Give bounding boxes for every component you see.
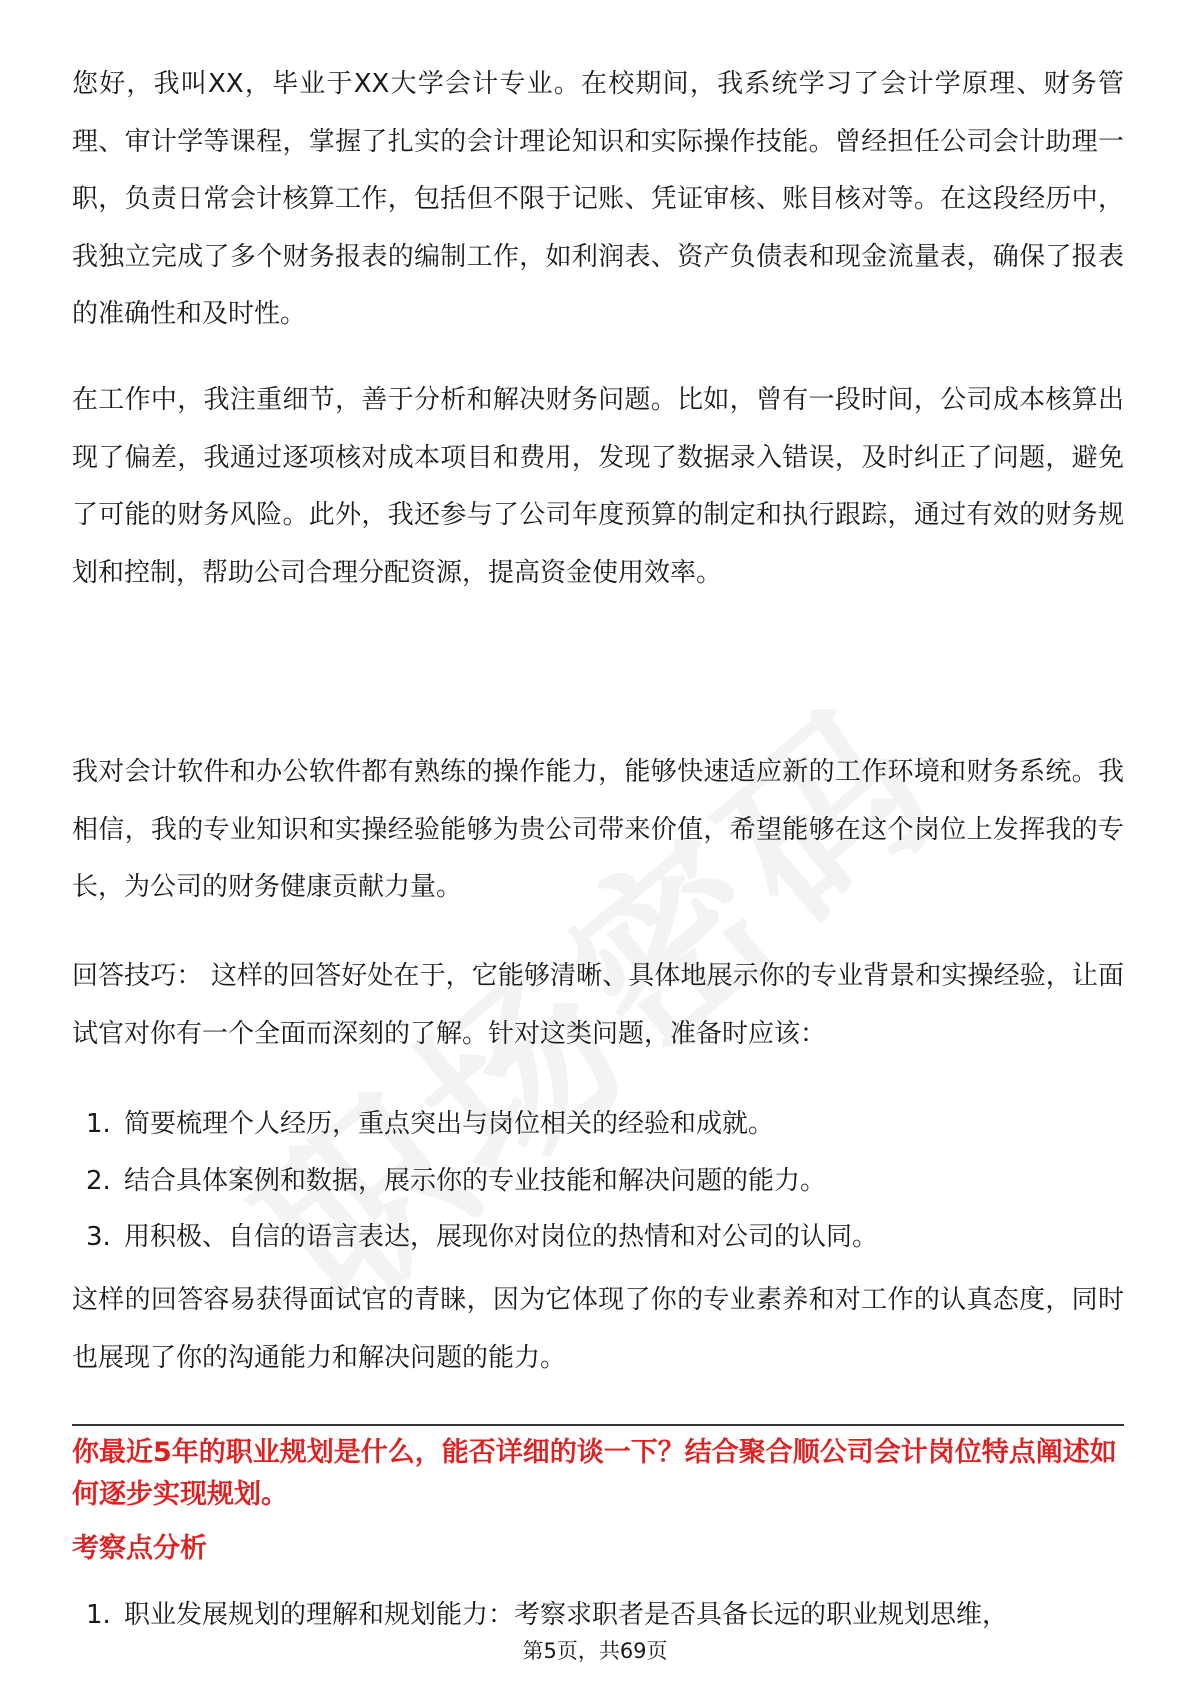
list-item: [72, 1209, 1124, 1266]
list-number: 1.: [86, 1600, 111, 1630]
list-item-text: 简要梳理个人经历，重点突出与岗位相关的经验和成就。: [124, 1109, 775, 1139]
work-paragraph: 在工作中，我注重细节，善于分析和解决财务问题。比如，曾有一段时间，公司成本核算出现了偏差，我通过逐项核对成本项目和费用，发现了数据录入错误，及时纠正了问题，避免了可能的财务风险。此外，我还参与了公司年度预算的制定和执行跟踪，通过有效的财务规划和控制，帮助公司合理分配资源，提高资金使用效率。: [72, 385, 1124, 588]
list-item: [72, 1594, 1124, 1636]
page-footer: 第5页，共69页: [522, 1639, 668, 1663]
intro-paragraph: 您好，我叫XX，毕业于XX大学会计专业。在校期间，我系统学习了会计学原理、财务管理、审计学等课程，掌握了扎实的会计理论知识和实际操作技能。曾经担任公司会计助理一职，负责日常会计核算工作，包括但不限于记账、凭证审核、账目核对等。在这段经历中，我独立完成了多个财务报表的编制工作，如利润表、资产负债表和现金流量表，确保了报表的准确性和及时性。: [72, 69, 1124, 329]
skills-paragraph: 我对会计软件和办公软件都有熟练的操作能力，能够快速适应新的工作环境和财务系统。我相信，我的专业知识和实操经验能够为贵公司带来价值，希望能够在这个岗位上发挥我的专长，为公司的财务健康贡献力量。: [72, 757, 1124, 902]
list-item-text: 结合具体案例和数据，展示你的专业技能和解决问题的能力。: [124, 1165, 827, 1196]
tips-list: [72, 1096, 1124, 1266]
list-number: 3.: [86, 1222, 111, 1252]
list-item-text: 职业发展规划的理解和规划能力：考察求职者是否具备长远的职业规划思维，: [124, 1600, 1009, 1630]
section-divider: [72, 1424, 1124, 1426]
list-item: [72, 1096, 1124, 1153]
list-item-text: 用积极、自信的语言表达，展现你对岗位的热情和对公司的认同。: [124, 1222, 879, 1252]
tips-paragraph: 回答技巧： 这样的回答好处在于，它能够清晰、具体地展示你的专业背景和实操经验，让面试官对你有一个全面而深刻的了解。针对这类问题，准备时应该：: [72, 961, 1124, 1049]
list-item: [72, 1153, 1124, 1210]
list-number: 2.: [86, 1165, 111, 1196]
conclusion-paragraph: 这样的回答容易获得面试官的青睐，因为它体现了你的专业素养和对工作的认真态度，同时也展现了你的沟通能力和解决问题的能力。: [72, 1285, 1124, 1373]
question-heading: 你最近5年的职业规划是什么，能否详细的谈一下？结合聚合顺公司会计岗位特点阐述如何逐步实现规划。: [72, 1437, 1117, 1510]
list-number: 1.: [86, 1109, 111, 1139]
analysis-list: [72, 1594, 1124, 1636]
analysis-heading: 考察点分析: [72, 1533, 207, 1564]
